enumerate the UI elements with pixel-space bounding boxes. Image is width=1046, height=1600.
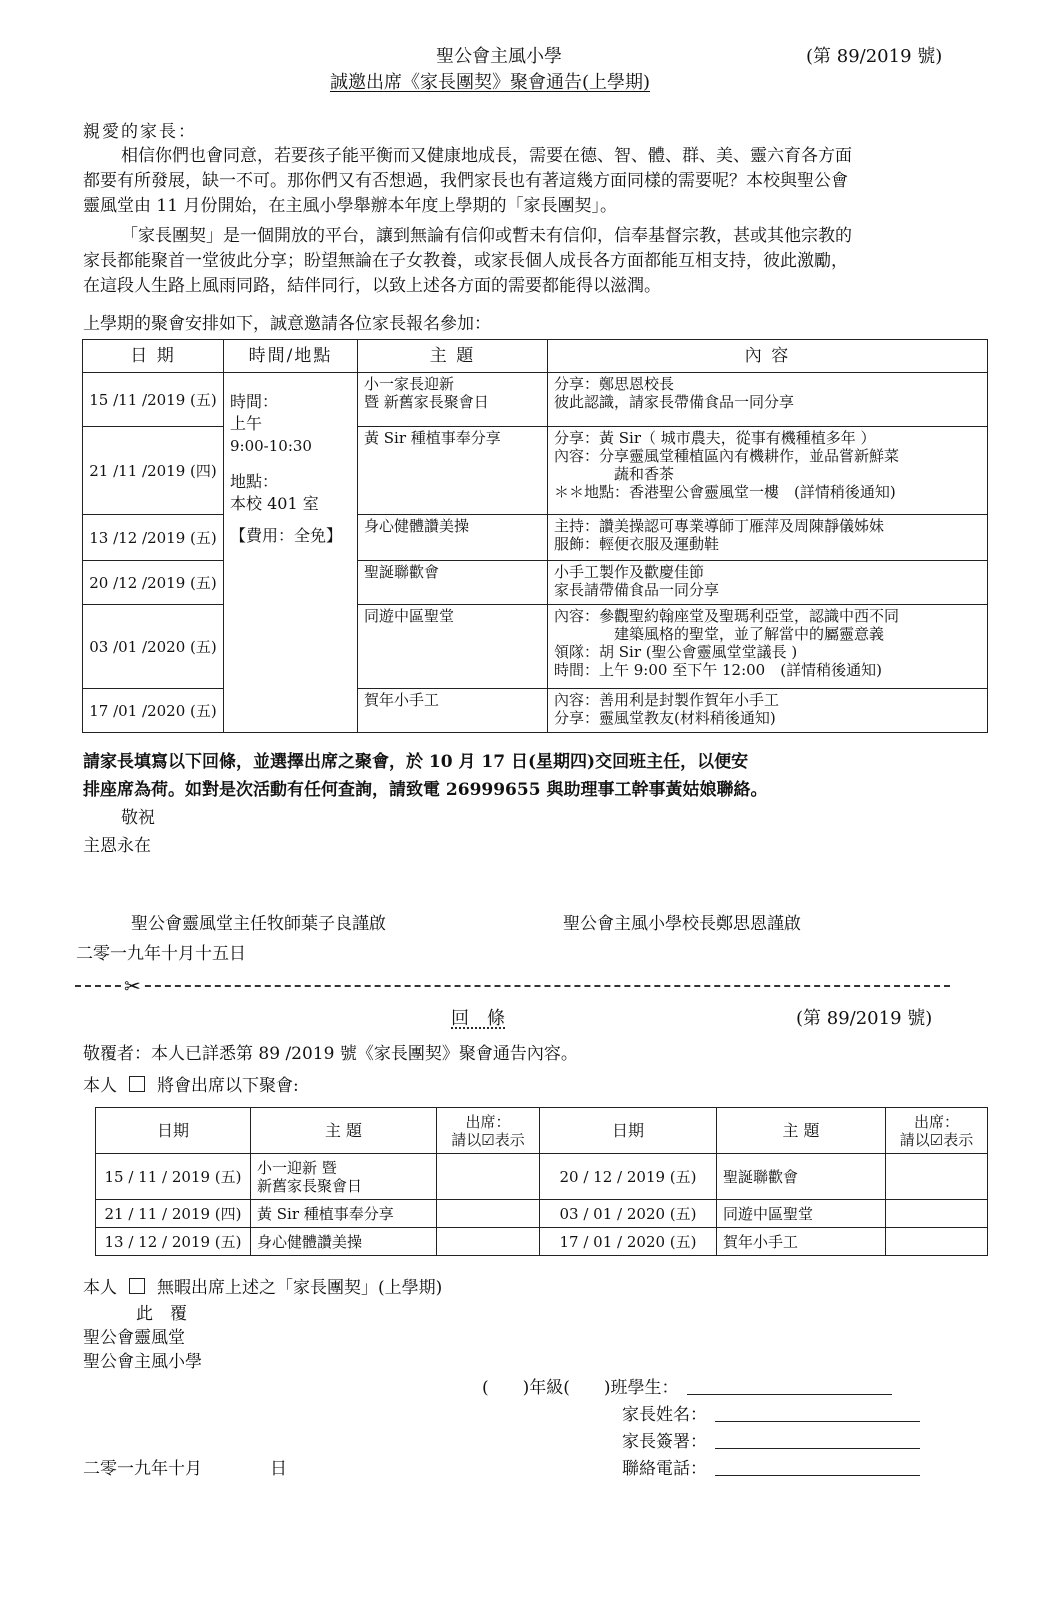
table-row <box>96 1154 988 1200</box>
content-line: 內容：分享靈風堂種植區內有機耕作，並品嘗新鮮菜 <box>554 447 900 465</box>
row-content <box>548 561 988 605</box>
table-row <box>83 515 988 561</box>
school-name: 聖公會主風小學 <box>436 46 562 67</box>
student-name-input[interactable] <box>687 1378 892 1395</box>
row-date: 03 /01 /2020 (五) <box>83 605 224 689</box>
reply-topic: 同遊中區聖堂 <box>717 1200 886 1228</box>
paragraph-line: 靈風堂由 11 月份開始，在主風小學舉辦本年度上學期的「家長團契」。 <box>83 196 617 216</box>
reply-date: 03 / 01 / 2020 (五) <box>540 1200 717 1228</box>
header-date: 日 期 <box>83 340 224 373</box>
notice-title: 誠邀出席《家長團契》聚會通告(上學期) <box>330 72 651 93</box>
row-topic <box>358 605 548 689</box>
paragraph-1 <box>83 146 852 217</box>
reply-topic: 賀年小手工 <box>717 1228 886 1256</box>
paragraph-2 <box>83 226 852 297</box>
attend-cell[interactable] <box>437 1200 540 1228</box>
schedule-table <box>82 339 988 733</box>
topic-line: 小一家長迎新 <box>364 375 455 393</box>
parent-sign-label: 家長簽署： <box>622 1432 707 1452</box>
header-date: 日期 <box>96 1108 251 1154</box>
header-topic: 主 題 <box>717 1108 886 1154</box>
parent-sign-input[interactable] <box>715 1432 920 1449</box>
parent-sign-field <box>622 1432 920 1453</box>
content-line: 小手工製作及歡慶佳節 <box>554 563 705 581</box>
paragraph-line: 「家長團契」是一個開放的平台，讓到無論有信仰或暫未有信仰，信奉基督宗教，甚或其他宗教的 <box>121 226 852 246</box>
notice-number: (第 89/2019 號) <box>806 46 943 67</box>
content-line: 主持：讚美操認可專業導師丁雁萍及周陳靜儀姊妹 <box>554 517 885 535</box>
header-topic: 主 題 <box>358 340 548 373</box>
reply-date: 13 / 12 / 2019 (五) <box>96 1228 251 1256</box>
regards: 敬祝 <box>121 808 155 828</box>
content-line: 家長請帶備食品一同分享 <box>554 581 720 599</box>
attend-checkbox[interactable] <box>129 1076 145 1092</box>
time-place-cell <box>224 373 358 733</box>
topic-line: 暨 新舊家長聚會日 <box>364 393 489 411</box>
row-date: 20 /12 /2019 (五) <box>83 561 224 605</box>
topic-line: 同遊中區聖堂 <box>364 607 455 625</box>
letter-date: 二零一九年十月十五日 <box>76 944 246 964</box>
reply-topic <box>251 1154 437 1200</box>
attend-cell[interactable] <box>437 1228 540 1256</box>
content-line: 內容：善用利是封製作賀年小手工 <box>554 691 780 709</box>
schedule-header-row <box>83 340 988 373</box>
option-absent-label: 無暇出席上述之「家長團契」(上學期) <box>157 1278 443 1298</box>
table-row <box>83 561 988 605</box>
reply-date: 17 / 01 / 2020 (五) <box>540 1228 717 1256</box>
content-line: 建築風格的聖堂，並了解當中的屬靈意義 <box>614 625 885 643</box>
attend-line-1: 出席： <box>913 1112 959 1131</box>
reply-date: 21 / 11 / 2019 (四) <box>96 1200 251 1228</box>
table-row <box>96 1228 988 1256</box>
content-line: 時間：上午 9:00 至下午 12:00 (詳情稍後通知) <box>554 661 882 679</box>
reply-date: 二零一九年十月 日 <box>83 1459 287 1479</box>
topic-line: 新舊家長聚會日 <box>257 1176 363 1195</box>
reply-topic: 黃 Sir 種植事奉分享 <box>251 1200 437 1228</box>
option-absent <box>83 1278 442 1299</box>
student-class-label: ( )年級( )班學生： <box>482 1378 679 1398</box>
row-content <box>548 689 988 733</box>
option-absent-prefix: 本人 <box>83 1278 117 1298</box>
place-value: 本校 401 室 <box>230 494 319 513</box>
reply-topic: 聖誕聯歡會 <box>717 1154 886 1200</box>
attend-line-1: 出席： <box>465 1112 511 1131</box>
header-date: 日期 <box>540 1108 717 1154</box>
row-date: 15 /11 /2019 (五) <box>83 373 224 427</box>
place-label: 地點： <box>230 472 279 491</box>
table-row <box>96 1200 988 1228</box>
recipient-school: 聖公會主風小學 <box>83 1352 202 1372</box>
cut-line <box>75 985 950 987</box>
attend-cell[interactable] <box>886 1200 988 1228</box>
table-row <box>83 689 988 733</box>
header-attend <box>437 1108 540 1154</box>
recipient-church: 聖公會靈風堂 <box>83 1328 185 1348</box>
topic-line: 聖誕聯歡會 <box>364 563 440 581</box>
topic-line: 身心健體讚美操 <box>364 517 470 535</box>
row-content <box>548 373 988 427</box>
absent-checkbox[interactable] <box>129 1278 145 1294</box>
content-line: 服飾：輕便衣服及運動鞋 <box>554 535 720 553</box>
content-line: 內容：參觀聖約翰座堂及聖瑪利亞堂，認識中西不同 <box>554 607 900 625</box>
table-row <box>83 373 988 427</box>
content-line: 領隊：胡 Sir (聖公會靈風堂堂議長 ) <box>554 643 798 661</box>
attend-cell[interactable] <box>437 1154 540 1200</box>
time-value: 9:00-10:30 <box>230 437 312 455</box>
topic-line: 賀年小手工 <box>364 691 440 709</box>
row-topic <box>358 689 548 733</box>
topic-line: 黃 Sir 種植事奉分享 <box>364 429 501 447</box>
table-row <box>83 427 988 515</box>
attend-line-2: 請以☑表示 <box>899 1130 974 1149</box>
header-attend <box>886 1108 988 1154</box>
reply-table <box>95 1107 988 1256</box>
reply-word: 此 覆 <box>136 1304 187 1324</box>
row-topic <box>358 427 548 515</box>
parent-name-label: 家長姓名： <box>622 1405 707 1425</box>
time-label: 時間： <box>230 392 279 411</box>
row-topic <box>358 515 548 561</box>
content-line: 分享：黃 Sir（ 城市農夫，從事有機種植多年 ） <box>554 429 876 447</box>
row-date: 17 /01 /2020 (五) <box>83 689 224 733</box>
time-period: 上午 <box>230 414 263 433</box>
salutation: 親愛的家長： <box>83 122 197 142</box>
paragraph-line: 相信你們也會同意，若要孩子能平衡而又健康地成長，需要在德、智、體、群、美、靈六育各方面 <box>121 146 852 166</box>
paragraph-line: 都要有所發展，缺一不可。那你們又有否想過，我們家長也有著這幾方面同樣的需要呢？本校與聖公會 <box>83 171 848 191</box>
paragraph-line: 在這段人生路上風雨同路，結伴同行，以致上述各方面的需要都能得以滋潤。 <box>83 276 661 296</box>
header-time-place: 時間/地點 <box>224 340 358 373</box>
reply-notice-number: (第 89/2019 號) <box>796 1008 933 1029</box>
reply-title: 回 條 <box>451 1008 505 1029</box>
paragraph-line: 家長都能聚首一堂彼此分享；盼望無論在子女教養，或家長個人成長各方面都能互相支持，彼此激勵， <box>83 251 848 271</box>
fee: 【費用：全免】 <box>230 526 343 545</box>
closing-line-1: 請家長填寫以下回條，並選擇出席之聚會，於 10 月 17 日(星期四)交回班主任，以便安 <box>83 752 749 772</box>
row-date: 13 /12 /2019 (五) <box>83 515 224 561</box>
phone-label: 聯絡電話： <box>622 1459 707 1479</box>
attend-cell[interactable] <box>886 1154 988 1200</box>
row-topic <box>358 561 548 605</box>
attend-line-2: 請以☑表示 <box>451 1130 525 1149</box>
reply-date: 15 / 11 / 2019 (五) <box>96 1154 251 1200</box>
row-topic <box>358 373 548 427</box>
parent-name-input[interactable] <box>715 1405 920 1422</box>
header-content: 內 容 <box>548 340 988 373</box>
option-attend-prefix: 本人 <box>83 1076 117 1096</box>
blessing: 主恩永在 <box>83 836 151 856</box>
closing-line-2: 排座席為荷。如對是次活動有任何查詢，請致電 26999655 與助理事工幹事黃姑娘聯絡。 <box>83 780 768 800</box>
signature-principal: 聖公會主風小學校長鄭思恩謹啟 <box>563 914 801 934</box>
attend-cell[interactable] <box>886 1228 988 1256</box>
row-content <box>548 605 988 689</box>
row-content <box>548 515 988 561</box>
parent-name-field <box>622 1405 920 1426</box>
reply-header-row <box>96 1108 988 1154</box>
content-line: 分享：靈風堂教友(材料稍後通知) <box>554 709 776 727</box>
phone-input[interactable] <box>715 1459 920 1476</box>
reply-acknowledgement: 敬覆者：本人已詳悉第 89 /2019 號《家長團契》聚會通告內容。 <box>83 1044 578 1064</box>
header-topic: 主 題 <box>251 1108 437 1154</box>
student-class-field <box>482 1378 892 1399</box>
row-content <box>548 427 988 515</box>
reply-topic: 身心健體讚美操 <box>251 1228 437 1256</box>
content-line: 蔬和香茶 <box>614 465 675 483</box>
content-line: ＊＊地點：香港聖公會靈風堂一樓 (詳情稍後通知) <box>554 483 896 501</box>
table-row <box>83 605 988 689</box>
reply-date: 20 / 12 / 2019 (五) <box>540 1154 717 1200</box>
schedule-intro: 上學期的聚會安排如下，誠意邀請各位家長報名參加： <box>83 314 491 334</box>
scissors-icon: ✂ <box>124 974 141 998</box>
option-attend-label: 將會出席以下聚會: <box>157 1076 299 1096</box>
row-date: 21 /11 /2019 (四) <box>83 427 224 515</box>
phone-field <box>622 1459 920 1480</box>
option-attend <box>83 1076 299 1097</box>
topic-line: 小一迎新 暨 <box>257 1158 337 1177</box>
content-line: 分享：鄭思恩校長 <box>554 375 675 393</box>
signature-pastor: 聖公會靈風堂主任牧師葉子良謹啟 <box>131 914 386 934</box>
content-line: 彼此認識，請家長帶備食品一同分享 <box>554 393 795 411</box>
